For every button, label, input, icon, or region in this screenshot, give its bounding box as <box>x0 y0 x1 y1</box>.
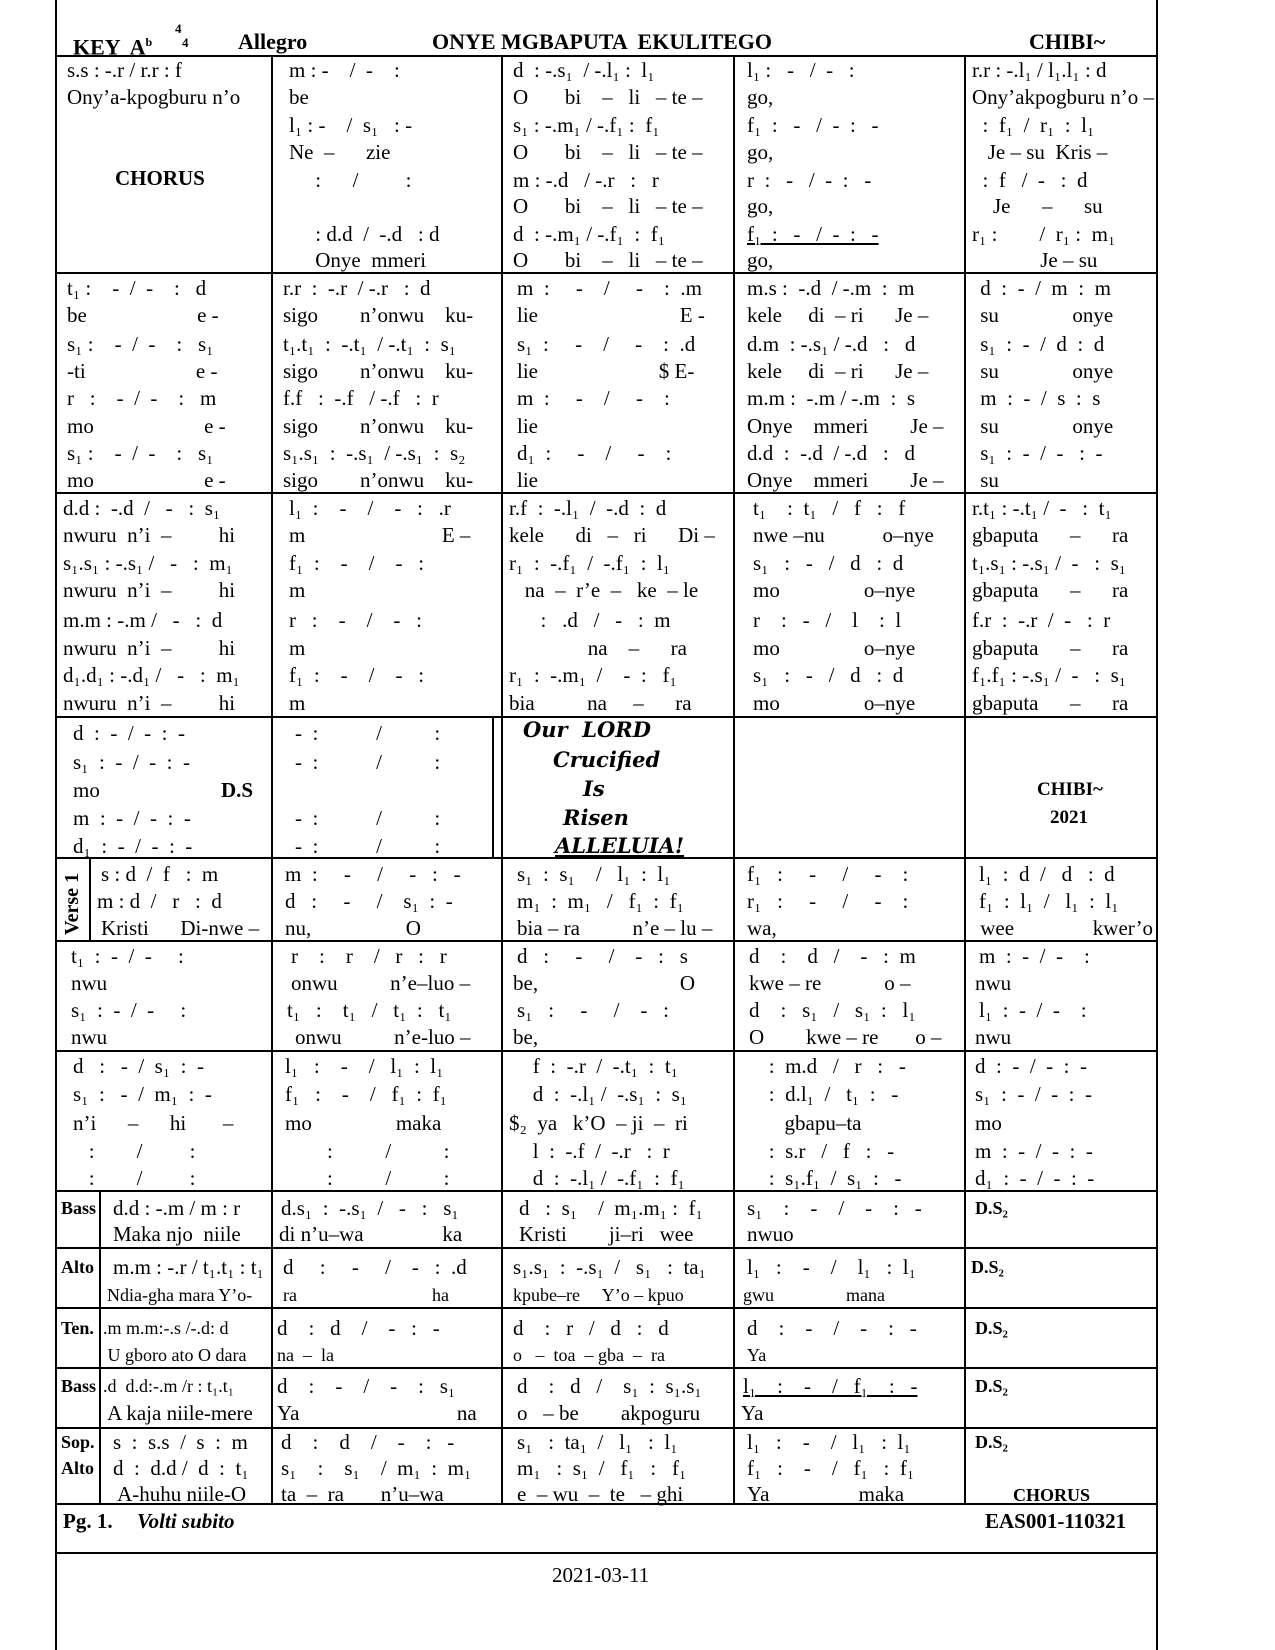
sol-fa-line: m : -.d / -.r : r <box>513 168 659 192</box>
banner-line: Risen <box>563 805 629 830</box>
sol-fa-line: r.f : -.l₁ / -.d : d <box>509 496 667 520</box>
lyric-line: go, <box>747 194 774 218</box>
sol-fa-line: s₁ : - / - : - <box>975 1082 1092 1106</box>
lyric-line: m <box>289 691 306 715</box>
sol-fa-line: s : d / f : m <box>101 862 219 886</box>
lyric-line: mo <box>975 1111 1002 1135</box>
sol-fa-line: d : -.l₁ / -.f₁ : f₁ <box>517 1166 685 1190</box>
lyric-line: O bi – li – te – <box>513 140 703 164</box>
column-rule <box>733 55 735 1503</box>
lyric-line: Onye mmeri <box>289 248 427 272</box>
lyric-line: O bi – li – te – <box>513 194 703 218</box>
lyric-line: nwuru n’i – hi <box>63 691 236 715</box>
banner-line: ALLELUIA! <box>555 833 685 858</box>
sol-fa-line: t₁.s₁ : -.s₁ / - : s₁ <box>972 551 1127 575</box>
sol-fa-line: : d.d / -.d : d <box>289 222 440 246</box>
lyric-line: na – r’e – ke – le <box>509 578 699 602</box>
sol-fa-line: d : d / - : - <box>277 1316 440 1340</box>
banner-line: Is <box>583 776 605 801</box>
part-label-alto: Alto <box>61 1257 94 1277</box>
lyric-line: m <box>289 578 306 602</box>
sol-fa-line: t₁ : - / - : <box>71 944 184 968</box>
sol-fa-line: r₁ : -.f₁ / -.f₁ : l₁ <box>509 551 671 575</box>
sol-fa-line: t₁.t₁ : -.t₁ / -.t₁ : s₁ <box>283 332 457 356</box>
lyric-line: sigo n’onwu ku- <box>283 468 474 492</box>
lyric-line: Ne – zie <box>289 140 391 164</box>
lyric-line: A kaja niile-mere <box>103 1401 253 1425</box>
sol-fa-line: l₁ : - / - : .r <box>289 496 451 520</box>
rule <box>57 1367 1156 1369</box>
lyric-line: Onye mmeri Je – <box>747 468 944 492</box>
sol-fa-line: t₁ : t₁ / f : f <box>753 496 906 520</box>
sol-fa-line: : s₁.f₁ / s₁ : - <box>753 1166 902 1190</box>
lyric-line: gbaputa – ra <box>972 523 1129 547</box>
lyric-line: mo o–nye <box>753 636 916 660</box>
sol-fa-line: d : - / s₁ : - <box>285 889 453 913</box>
lyric-line: nwu <box>71 971 108 995</box>
sol-fa-line: d₁.d₁ : -.d₁ / - : m₁ <box>63 663 240 687</box>
lyric-line: be, <box>513 1025 539 1049</box>
composer-year: 2021 <box>1050 807 1088 828</box>
lyric-line: Ndia-gha mara Y’o- <box>107 1285 253 1305</box>
sol-fa-line: : / : <box>285 1139 450 1163</box>
rule <box>57 1552 1156 1554</box>
lyric-line: Maka njo niile <box>113 1222 241 1246</box>
lyric-line: Ya maka <box>747 1482 905 1506</box>
sol-fa-line: l : -.f / -.r : r <box>517 1139 670 1163</box>
sol-fa-line: r₁ : / r₁ : m₁ <box>972 222 1116 246</box>
lyric-line: bia – ra n’e – lu – <box>517 916 713 940</box>
lyric-line: Onye mmeri Je – <box>747 414 944 438</box>
lyric-line: Je – su Kris – <box>972 140 1108 164</box>
sol-fa-line: s₁.s₁ : -.s₁ / - : m₁ <box>63 551 233 575</box>
lyric-line: nwuru n’i – hi <box>63 523 236 547</box>
lyric-line: gbaputa – ra <box>972 578 1129 602</box>
chorus-label: CHORUS <box>1013 1485 1091 1505</box>
dal-segno-mark: D.S <box>221 778 254 802</box>
lyric-line: kele di – ri Je – <box>747 359 929 383</box>
part-label-bass: Bass <box>61 1376 97 1396</box>
sol-fa-line: s₁ : s₁ / m₁ : m₁ <box>281 1456 472 1480</box>
page-title: ONYE MGBAPUTA EKULITEGO <box>432 29 773 54</box>
sol-fa-line: f₁ : l₁ / l₁ : l₁ <box>979 889 1119 913</box>
lyric-line: kele di – ri Di – <box>509 523 715 547</box>
lyric-line: nwu <box>975 1025 1012 1049</box>
volti-subito: Volti subito <box>137 1509 235 1533</box>
sol-fa-line: d : - / - : s <box>517 944 688 968</box>
sol-fa-line: t₁ : t₁ / t₁ : t₁ <box>287 998 452 1022</box>
sol-fa-line: d₁ : - / - : <box>517 441 672 465</box>
sol-fa-line: d : - / - : s₁ <box>277 1374 456 1398</box>
sol-fa-line: f₁ : - / f₁ : f₁ <box>285 1082 447 1106</box>
lyric-line: gwu mana <box>743 1285 885 1305</box>
lyric-line: na – ra <box>509 636 687 660</box>
sol-fa-line: : m.d / r : - <box>753 1054 906 1078</box>
lyric-line: n’i – hi – <box>73 1111 234 1135</box>
sol-fa-line: r₁ : - / - : <box>747 889 909 913</box>
sol-fa-line: s₁ : -.m₁ / -.f₁ : f₁ <box>513 113 660 137</box>
sol-fa-line: d : - / s₁ : - <box>73 1054 204 1078</box>
sol-fa-line: s₁ : ta₁ / l₁ : l₁ <box>517 1430 678 1454</box>
sol-fa-line: t₁ : - / - : d <box>67 276 207 300</box>
lyric-line: su <box>975 468 999 492</box>
sol-fa-line: : / : <box>285 1166 450 1190</box>
sol-fa-line: r : - / - : <box>289 608 422 632</box>
sol-fa-line: .m m.m:-.s /-.d: d <box>103 1318 229 1338</box>
sol-fa-line: : s.r / f : - <box>753 1139 895 1163</box>
sol-fa-line: f₁.f₁ : -.s₁ / - : s₁ <box>972 663 1127 687</box>
sol-fa-line: s₁ : - / - : <box>517 998 669 1022</box>
sol-fa-line: r : - / l : l <box>753 608 902 632</box>
sol-fa-line: r₁ : -.m₁ / - : f₁ <box>509 663 677 687</box>
sol-fa-line: - : / : <box>295 806 441 830</box>
chorus-label: CHORUS <box>115 166 205 190</box>
sol-fa-line: r.r : -.l₁ / l₁.l₁ : d <box>972 58 1107 82</box>
sol-fa-line: d.m : -.s₁ / -.d : d <box>747 332 916 356</box>
lyric-line: mo e - <box>67 414 226 438</box>
tempo-marking: Allegro <box>238 29 308 54</box>
rule <box>57 1427 1156 1429</box>
lyric-line: nwuru n’i – hi <box>63 578 236 602</box>
sol-fa-line: - : / : <box>295 721 441 745</box>
sol-fa-line: s₁ : - / - : s₁ <box>67 441 214 465</box>
sol-fa-line: m : - / - : .m <box>517 276 702 300</box>
sol-fa-line: - : / : <box>295 750 441 774</box>
lyric-line: lie $ E- <box>517 359 695 383</box>
sol-fa-line: d : -.m₁ / -.f₁ : f₁ <box>513 222 666 246</box>
sol-fa-line: m : - / - : - <box>73 806 191 830</box>
sol-fa-line: s₁.s₁ : -.s₁ / -.s₁ : s₂ <box>283 441 466 465</box>
sol-fa-line: d : -.s₁ / -.l₁ : l₁ <box>513 58 655 82</box>
lyric-line: be, O <box>513 971 695 995</box>
sol-fa-line: m.m : -.m / -.m : s <box>747 386 915 410</box>
lyric-line: mo maka <box>285 1111 442 1135</box>
rule <box>57 492 1156 494</box>
sol-fa-line: d : - / - : .d <box>283 1255 467 1279</box>
sol-fa-line: d.s₁ : -.s₁ / - : s₁ <box>281 1196 459 1220</box>
lyric-line: A-huhu niile-O <box>113 1482 246 1506</box>
composer-signature: CHIBI~ <box>1037 779 1103 800</box>
lyric-line: ta – ra n’u–wa <box>281 1482 444 1506</box>
sol-fa-line: r : - / - : - <box>747 168 872 192</box>
sol-fa-line: l₁ : - / - : <box>747 58 855 82</box>
sol-fa-line: f : -.r / -.t₁ : t₁ <box>517 1054 679 1078</box>
rule <box>57 55 1156 57</box>
lyric-line: sigo n’onwu ku- <box>283 303 474 327</box>
lyric-line: $₂ ya k’O – ji – ri <box>509 1111 688 1135</box>
lyric-line: mo <box>73 778 100 802</box>
lyric-line: sigo n’onwu ku- <box>283 414 474 438</box>
lyric-line: O bi – li – te – <box>513 248 703 272</box>
sol-fa-line: f.f : -.f / -.f : r <box>283 386 439 410</box>
lyric-line: Ya <box>741 1401 764 1425</box>
sol-fa-line: : d.l₁ / t₁ : - <box>753 1082 899 1106</box>
sol-fa-line: d₁ : - / - : - <box>73 834 193 858</box>
verse-label: Verse 1 <box>61 872 83 935</box>
lyric-line: nwuo <box>747 1222 794 1246</box>
dal-segno-mark: D.S₂ <box>975 1318 1008 1338</box>
sol-fa-line: m : - / - : - <box>975 1139 1093 1163</box>
lyric-line: nwu <box>71 1025 108 1049</box>
lyric-line: bia na – ra <box>509 691 692 715</box>
sol-fa-line: m : - / - : <box>979 944 1090 968</box>
sol-fa-line: d.d : -.m / m : r <box>113 1196 241 1220</box>
lyric-line: gbaputa – ra <box>972 636 1129 660</box>
sol-fa-line: f₁ : - / - : <box>289 663 425 687</box>
lyric-line: nwuru n’i – hi <box>63 636 236 660</box>
rule <box>57 272 1156 274</box>
sol-fa-line: d : d / - : m <box>749 944 916 968</box>
lyric-line: nwe –nu o–nye <box>753 523 934 547</box>
sol-fa-line: d : d / - : - <box>281 1430 455 1454</box>
lyric-line: O bi – li – te – <box>513 85 703 109</box>
sol-fa-line: m : - / s : s <box>975 386 1101 410</box>
lyric-line: onwu n’e–luo – <box>291 971 471 995</box>
sol-fa-line: d : - / - : - <box>975 1054 1087 1078</box>
sol-fa-line: l₁ : - / s₁ : - <box>289 113 413 137</box>
sol-fa-line: s₁ : - / - : <box>71 998 187 1022</box>
sol-fa-line: d : - / m : m <box>975 276 1111 300</box>
sol-fa-line: : / : <box>73 1139 196 1163</box>
sol-fa-line: s₁ : s₁ / l₁ : l₁ <box>517 862 671 886</box>
lyric-line: ra ha <box>283 1285 449 1305</box>
lyric-line: go, <box>747 140 774 164</box>
sol-fa-line: d : - / - : - <box>747 1316 917 1340</box>
sol-fa-line: d.d : -.d / - : s₁ <box>63 496 221 520</box>
column-rule <box>964 55 966 1503</box>
banner-line: Our LORD <box>523 717 651 742</box>
part-label-alto: Alto <box>61 1458 94 1478</box>
lyric-line: su onye <box>975 359 1114 383</box>
sol-fa-line: l₁ : - / l₁ : l₁ <box>747 1255 916 1279</box>
part-label-soprano: Sop. <box>61 1432 95 1452</box>
sol-fa-line: f₁ : - / f₁ : f₁ <box>747 1456 915 1480</box>
sol-fa-line: : f / - : d <box>972 168 1088 192</box>
lyric-line: be e - <box>67 303 219 327</box>
lyric-line: na – la <box>277 1345 334 1365</box>
sol-fa-line: m₁ : s₁ / f₁ : f₁ <box>517 1456 687 1480</box>
document-code: EAS001-110321 <box>985 1509 1127 1533</box>
lyric-line: Ya na <box>277 1401 477 1425</box>
sol-fa-line: m.m : -.r / t₁.t₁ : t₁ <box>113 1255 264 1279</box>
sol-fa-line: s₁ : - / d : d <box>753 551 904 575</box>
sol-fa-line: d : d.d / d : t₁ <box>113 1456 249 1480</box>
lyric-line: Je – su <box>972 248 1098 272</box>
lyric-line: lie E - <box>517 303 705 327</box>
lyric-line: Ony’akpogburu n’o – <box>972 85 1154 109</box>
sol-fa-line: l₁ : - / l₁ : l₁ <box>285 1054 444 1078</box>
sol-fa-line: d : s₁ / m₁.m₁ : f₁ <box>519 1196 703 1220</box>
lyric-line: su onye <box>975 414 1114 438</box>
lyric-line: mo o–nye <box>753 691 916 715</box>
sol-fa-line: l₁ : - / - : <box>979 998 1087 1022</box>
sol-fa-line: s.s : -.r / r.r : f <box>67 58 182 82</box>
sol-fa-line: : / : <box>73 1166 196 1190</box>
sol-fa-line: f₁ : - / - : <box>747 862 909 886</box>
sol-fa-line: m : d / r : d <box>97 889 222 913</box>
sol-fa-line: m₁ : m₁ / f₁ : f₁ <box>517 889 684 913</box>
lyric-line: e – wu – te – ghi <box>517 1482 684 1506</box>
lyric-line: o – toa – gba – ra <box>513 1345 665 1365</box>
lyric-line: Kristi ji–ri wee <box>519 1222 694 1246</box>
lyric-line: go, <box>747 85 774 109</box>
sol-fa-line: d : s₁ / s₁ : l₁ <box>749 998 916 1022</box>
column-rule <box>501 55 503 1503</box>
sol-fa-line: l₁ : - / f₁ : - <box>743 1374 918 1398</box>
lyric-line: gbaputa – ra <box>972 691 1129 715</box>
lyric-line: kpube–re Y’o – kpuo <box>513 1285 684 1305</box>
lyric-line: mo o–nye <box>753 578 916 602</box>
sol-fa-line: f₁ : - / - : - <box>747 113 879 137</box>
lyric-line: kwe – re o – <box>749 971 911 995</box>
lyric-line: U gboro ato O dara <box>103 1345 247 1365</box>
dal-segno-mark: D.S₂ <box>971 1257 1004 1277</box>
sol-fa-line: s₁.s₁ : -.s₁ / s₁ : ta₁ <box>513 1255 706 1279</box>
rule <box>57 1050 1156 1052</box>
column-rule <box>271 55 273 1503</box>
page-number: Pg. 1. <box>63 1509 113 1533</box>
sol-fa-line: m.s : -.d / -.m : m <box>747 276 915 300</box>
lyric-line: m <box>289 636 306 660</box>
sol-fa-line: : .d / - : m <box>509 608 671 632</box>
rule <box>57 1190 1156 1192</box>
dal-segno-mark: D.S₂ <box>975 1432 1008 1452</box>
sol-fa-line: s₁ : - / - : .d <box>517 332 696 356</box>
sol-fa-line: s₁ : - / m₁ : - <box>73 1082 212 1106</box>
lyric-line: nu, O <box>285 916 421 940</box>
verse-label-rule <box>89 857 91 940</box>
dal-segno-mark: D.S₂ <box>975 1376 1008 1396</box>
part-label-tenor: Ten. <box>61 1318 94 1338</box>
lyric-line: wa, <box>747 916 777 940</box>
sol-fa-line: r.r : -.r / -.r : d <box>283 276 431 300</box>
lyric-line: m E – <box>289 523 471 547</box>
part-label-bass: Bass <box>61 1198 97 1218</box>
lyric-line: sigo n’onwu ku- <box>283 359 474 383</box>
sol-fa-line: .d d.d:-.m /r : t₁.t₁ <box>103 1376 235 1396</box>
lyric-line: be <box>289 85 309 109</box>
banner-rule <box>492 716 494 857</box>
lyric-line: di n’u–wa ka <box>279 1222 463 1246</box>
sol-fa-line: : / : <box>289 168 412 192</box>
lyric-line: O kwe – re o – <box>749 1025 942 1049</box>
lyric-line: su onye <box>975 303 1114 327</box>
sol-fa-line: d : d / s₁ : s₁.s₁ <box>517 1374 702 1398</box>
time-signature-bottom: 4 <box>182 35 189 50</box>
time-signature-top: 4 <box>175 21 182 36</box>
sol-fa-line: s : s.s / s : m <box>113 1430 248 1454</box>
document-date: 2021-03-11 <box>552 1563 650 1587</box>
lyric-line: gbapu–ta <box>753 1111 862 1135</box>
lyric-line: lie <box>517 468 538 492</box>
rule <box>57 1307 1156 1309</box>
sol-fa-line: d : r / d : d <box>513 1316 669 1340</box>
sol-fa-line: d : -.l₁ / -.s₁ : s₁ <box>517 1082 688 1106</box>
sol-fa-line: f₁ : - / - : <box>289 551 425 575</box>
sol-fa-line: s₁ : - / - : - <box>73 750 190 774</box>
sol-fa-line: l₁ : d / d : d <box>979 862 1115 886</box>
lyric-line: mo e - <box>67 468 226 492</box>
lyric-line: -ti e - <box>67 359 218 383</box>
sol-fa-line: r.t₁ : -.t₁ / - : t₁ <box>972 496 1112 520</box>
banner-line: Crucified <box>553 747 661 772</box>
sol-fa-line: r : - / - : m <box>67 386 217 410</box>
lyric-line: nwu <box>975 971 1012 995</box>
sol-fa-line: d.d : -.d / -.d : d <box>747 441 915 465</box>
sol-fa-line: m : - / - : <box>289 58 400 82</box>
rule <box>57 940 1156 942</box>
lyric-line: onwu n’e-luo – <box>295 1025 471 1049</box>
sol-fa-line: - : / : <box>295 834 441 858</box>
lyric-line: wee kwer’o <box>975 916 1154 940</box>
lyric-line: kele di – ri Je – <box>747 303 929 327</box>
sol-fa-line: l₁ : - / l₁ : l₁ <box>747 1430 911 1454</box>
sol-fa-line: r : r / r : r <box>291 944 447 968</box>
lyric-line: o – be akpoguru <box>517 1401 701 1425</box>
sol-fa-line: m : - / - : <box>517 386 670 410</box>
sol-fa-line: d : - / - : - <box>73 721 185 745</box>
dal-segno-mark: D.S₂ <box>975 1198 1008 1218</box>
sol-fa-line: s₁ : - / - : - <box>747 1196 922 1220</box>
sol-fa-line: f₁ : - / - : - <box>747 222 879 246</box>
lyric-line: lie <box>517 414 538 438</box>
score-sheet <box>55 0 1158 1650</box>
lyric-line: Ya <box>747 1345 767 1365</box>
sol-fa-line: s₁ : - / - : - <box>975 441 1103 465</box>
sol-fa-line: : f₁ / r₁ : l₁ <box>972 113 1095 137</box>
sol-fa-line: f.r : -.r / - : r <box>972 608 1111 632</box>
sol-fa-line: s₁ : - / - : s₁ <box>67 332 214 356</box>
lyric-line: Ony’a-kpogburu n’o <box>67 85 241 109</box>
part-label-rule <box>99 1190 101 1503</box>
lyric-line: Je – su <box>972 194 1103 218</box>
rule <box>57 1247 1156 1249</box>
lyric-line: go, <box>747 248 774 272</box>
sol-fa-line: d₁ : - / - : - <box>975 1166 1095 1190</box>
sol-fa-line: m : - / - : - <box>285 862 461 886</box>
key-signature: KEY $A^b$ <box>73 34 153 60</box>
lyric-line: Kristi Di-nwe – <box>101 916 260 940</box>
sol-fa-line: m.m : -.m / - : d <box>63 608 223 632</box>
sol-fa-line: s₁ : - / d : d <box>975 332 1105 356</box>
composer-name: CHIBI~ <box>1029 29 1106 54</box>
sol-fa-line: s₁ : - / d : d <box>753 663 904 687</box>
